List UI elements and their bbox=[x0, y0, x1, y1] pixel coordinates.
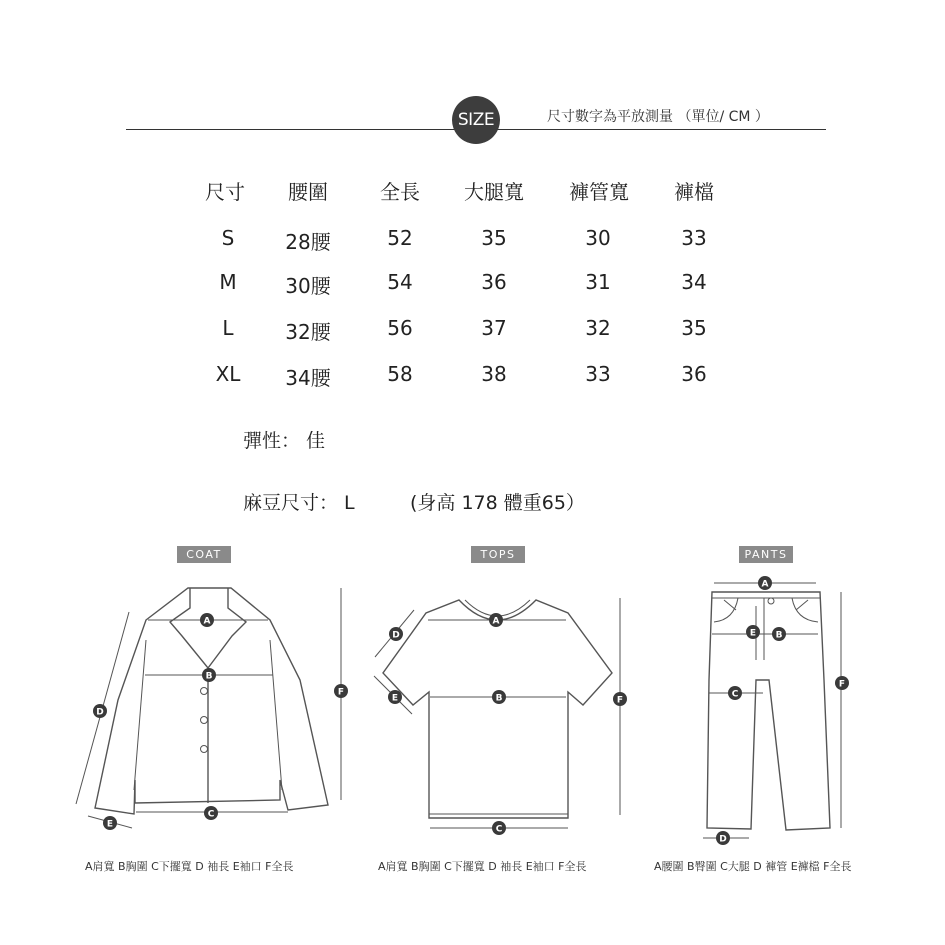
pants-marker-f-label: F bbox=[838, 679, 846, 690]
table-cell: 52 bbox=[387, 226, 413, 250]
table-cell: L bbox=[222, 316, 234, 340]
pants-diagram bbox=[703, 576, 849, 845]
table-cell: 35 bbox=[481, 226, 507, 250]
table-cell: 33 bbox=[585, 362, 611, 386]
pants-tag: PANTS bbox=[739, 546, 793, 563]
table-cell: 37 bbox=[481, 316, 507, 340]
pants-marker-a-label: A bbox=[761, 579, 769, 590]
table-cell: XL bbox=[215, 362, 241, 386]
table-cell: 56 bbox=[387, 316, 413, 340]
table-cell: 32 bbox=[585, 316, 611, 340]
table-cell: 54 bbox=[387, 270, 413, 294]
table-cell: M bbox=[219, 270, 237, 294]
table-cell: 34腰 bbox=[285, 366, 331, 390]
tops-tag: TOPS bbox=[471, 546, 525, 563]
table-cell: 34 bbox=[681, 270, 707, 294]
table-cell: 36 bbox=[681, 362, 707, 386]
model-size-note: 麻豆尺寸： L bbox=[243, 492, 355, 514]
col-header-leg-opening: 褲管寬 bbox=[569, 180, 629, 204]
table-cell: 35 bbox=[681, 316, 707, 340]
tops-marker-c-label: C bbox=[495, 824, 503, 835]
table-cell: 33 bbox=[681, 226, 707, 250]
pants-marker-c-label: C bbox=[731, 689, 739, 700]
coat-marker-a-label: A bbox=[203, 616, 211, 627]
measurement-note: 尺寸數字為平放測量 （單位/ CM ） bbox=[547, 109, 769, 125]
elasticity-note: 彈性： 佳 bbox=[243, 430, 326, 452]
coat-marker-b-label: B bbox=[205, 671, 213, 682]
coat-legend: A肩寬 B胸圍 C下擺寬 D 袖長 E袖口 F全長 bbox=[85, 860, 294, 873]
coat-tag: COAT bbox=[177, 546, 231, 563]
tops-diagram bbox=[374, 598, 627, 835]
table-cell: 28腰 bbox=[285, 230, 331, 254]
table-cell: S bbox=[221, 226, 235, 250]
size-badge: SIZE bbox=[452, 96, 500, 144]
model-stats-note: (身高 178 體重65） bbox=[410, 492, 585, 514]
table-cell: 36 bbox=[481, 270, 507, 294]
coat-diagram bbox=[76, 588, 348, 830]
tops-marker-d-label: D bbox=[392, 630, 400, 641]
pants-marker-d-label: D bbox=[719, 834, 727, 845]
table-cell: 31 bbox=[585, 270, 611, 294]
table-cell: 32腰 bbox=[285, 320, 331, 344]
pants-marker-b-label: B bbox=[775, 630, 783, 641]
tops-marker-e-label: E bbox=[391, 693, 399, 704]
tops-marker-a-label: A bbox=[492, 616, 500, 627]
table-cell: 30 bbox=[585, 226, 611, 250]
pants-marker-e-label: E bbox=[749, 628, 757, 639]
coat-marker-f-label: F bbox=[337, 687, 345, 698]
tops-legend: A肩寬 B胸圍 C下擺寬 D 袖長 E袖口 F全長 bbox=[378, 860, 587, 873]
table-cell: 58 bbox=[387, 362, 413, 386]
col-header-size: 尺寸 bbox=[205, 180, 245, 204]
col-header-length: 全長 bbox=[380, 180, 420, 204]
pants-legend: A腰圍 B臀圍 C大腿 D 褲管 E褲檔 F全長 bbox=[654, 860, 852, 873]
col-header-waist: 腰圍 bbox=[288, 180, 328, 204]
col-header-thigh: 大腿寬 bbox=[464, 180, 524, 204]
tops-marker-f-label: F bbox=[616, 695, 624, 706]
coat-marker-e-label: E bbox=[106, 819, 114, 830]
tops-marker-b-label: B bbox=[495, 693, 503, 704]
table-cell: 38 bbox=[481, 362, 507, 386]
table-cell: 30腰 bbox=[285, 274, 331, 298]
coat-marker-c-label: C bbox=[207, 809, 215, 820]
col-header-rise: 褲檔 bbox=[674, 180, 714, 204]
coat-marker-d-label: D bbox=[96, 707, 104, 718]
